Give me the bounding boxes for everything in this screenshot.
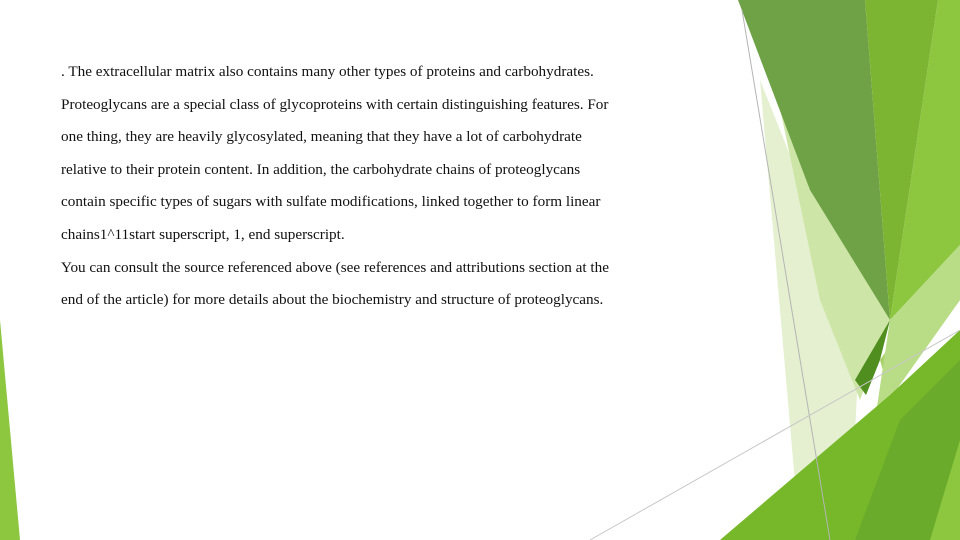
text-line: chains1^11start superscript, 1, end superscript.	[61, 225, 345, 243]
text-line: relative to their protein content. In addition, the carbohydrate chains of proteoglycans	[61, 160, 581, 178]
left-edge-shape	[0, 320, 20, 540]
text-line: one thing, they are heavily glycosylated, meaning that they have a lot of carbohydrate	[61, 128, 582, 146]
slide-text-body	[61, 56, 741, 317]
text-line: end of the article) for more details about the biochemistry and structure of proteoglycans.	[61, 291, 604, 309]
text-line: You can consult the source referenced above (see references and attributions section at the	[61, 258, 609, 276]
text-line: contain specific types of sugars with sulfate modifications, linked together to form linear	[61, 193, 601, 211]
text-line: . The extracellular matrix also contains many other types of proteins and carbohydrates.	[61, 63, 594, 80]
text-line: Proteoglycans are a special class of glycoproteins with certain distinguishing features. For	[61, 95, 609, 113]
